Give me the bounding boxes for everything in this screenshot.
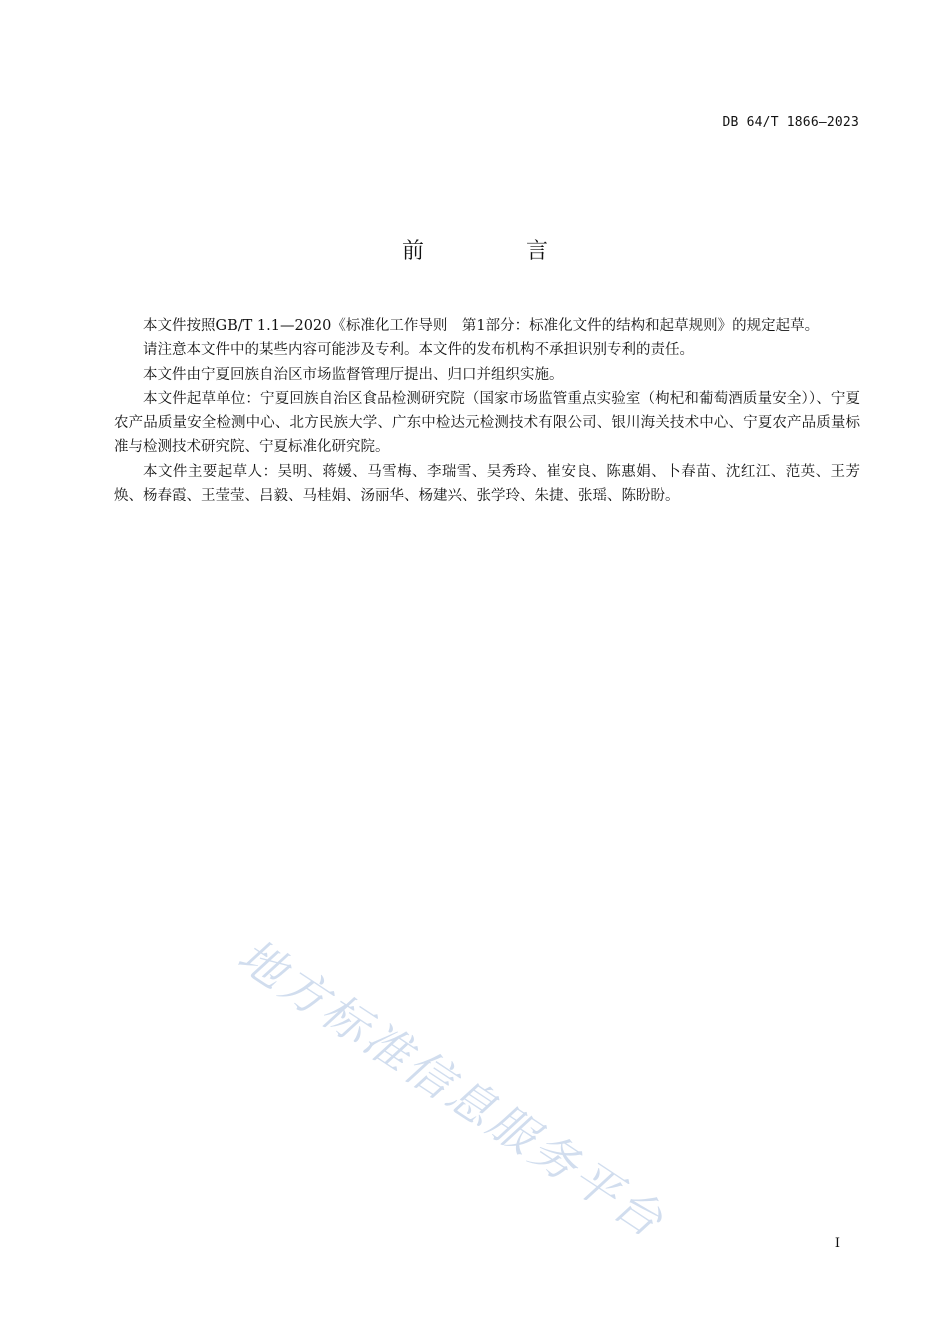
page-title: 前 言 — [401, 239, 588, 264]
page-number: I — [834, 1236, 840, 1251]
paragraph-drafters: 本文件主要起草人：吴明、蒋媛、马雪梅、李瑞雪、吴秀玲、崔安良、陈惠娟、卜春苗、沈红江、范英、王芳焕、杨春霞、王莹莹、吕毅、马桂娟、汤丽华、杨建兴、张学玲、朱捷、张瑶、陈盼盼。 — [114, 463, 860, 505]
paragraph-proposer: 本文件由宁夏回族自治区市场监督管理厅提出、归口并组织实施。 — [143, 366, 564, 383]
watermark: 地方标准信息服务平台 — [228, 927, 676, 1249]
document-code: DB 64/T 1866—2023 — [722, 115, 859, 130]
paragraph-drafting-rules: 本文件按照GB/T 1.1—2020《标准化工作导则 第1部分：标准化文件的结构和起草规则》的规定起草。 — [143, 318, 820, 334]
paragraph-drafting-units: 本文件起草单位：宁夏回族自治区食品检测研究院（国家市场监管重点实验室（枸杞和葡萄酒质量安全））、宁夏农产品质量安全检测中心、北方民族大学、广东中检达元检测技术有限公司、银川海关技术中心、宁夏农产品质量标准与检测技术研究院、宁夏标准化研究院。 — [114, 390, 860, 456]
foreword-body — [114, 314, 860, 508]
paragraph-patent-notice: 请注意本文件中的某些内容可能涉及专利。本文件的发布机构不承担识别专利的责任。 — [143, 342, 694, 359]
